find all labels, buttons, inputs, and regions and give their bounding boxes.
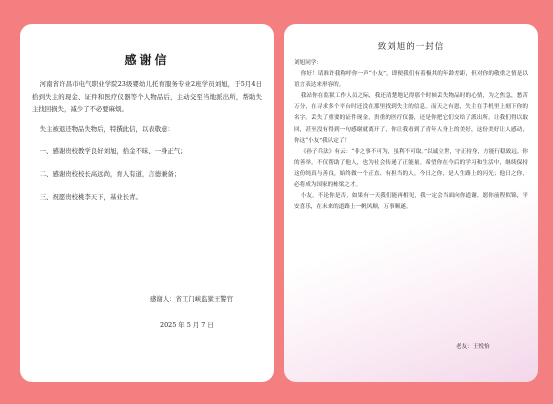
letter-list-item: 三、祝愿贵校桃李天下，基业长青。 bbox=[39, 192, 142, 201]
letter-signature: 老友：王悦怡 bbox=[456, 344, 490, 350]
letter-intro-paragraph: 河南省许昌市电气职业学院23级婴幼儿托育服务专业2班学员刘旭，于5月4日拾到失主的现金、证件和医疗仪器等个人物品后，主动交至当地派出所，帮助失主找回损失，减少了不必要麻烦。 bbox=[32, 80, 262, 114]
letter-paragraph: 我站你在监狱工作人员之际，我还清楚地记得那个时候丢失物品时的心情，为之焦急，愁苦万分，在寻求多个平台时还没在那里找到失主的信息。而天之有恩，失主在手机里上刻下你的名字。丢失了重要的证件现金，贵重的医疗仪器，还是你把它们交给了派出所，让我们得以取回，甚至没有得到一句感谢就离开了，你让我看到了青年人身上的美好，这份美好让人感动，你这“小友”我认定了！ bbox=[294, 93, 528, 144]
letter-paragraph: 《孙子兵法》有云：“非之事不可为，虽利不可取。”以诚立世，守正持身，方能行稳致远。你的善举，不仅帮助了他人，也为社会传递了正能量。希望你在今后的学习和生活中，继续保持这份纯真与善良，始终做一个正直、有担当的人。今日之你，是人生路上的闪光；他日之你，必将成为国家的栋梁之才。 bbox=[294, 148, 528, 189]
letter-paragraph: 失主被退还物品失物后，特撰此信，以表敬意： bbox=[39, 124, 174, 133]
letter-paragraph: 你好！请准许我称呼你一声“小友”，即便我们有着极其的年龄差距，但对你的敬重之情是以语言表达来形容的。 bbox=[294, 71, 528, 89]
left-letter-card bbox=[20, 24, 274, 382]
letter-title: 致刘旭的一封信 bbox=[377, 42, 445, 52]
letter-list-item: 一、感谢贵校教学良好刘旭，拾金不昧、一身正气； bbox=[39, 147, 187, 156]
letter-signature: 感谢人：省工门峡监狱王警官 bbox=[150, 295, 234, 303]
letter-paragraph: 小友，不论你是否，如果有一天我们能再相见，我一定会当面向你道谢。愿你前程似锦，平安喜乐，在未来的道路上一帆风顺，万事顺遂。 bbox=[294, 193, 528, 211]
right-letter-card bbox=[284, 24, 538, 382]
letter-salutation: 刘旭同学： bbox=[294, 60, 322, 66]
letter-list-item: 二、感谢贵校校长高远尚，育人有道，言德兼备； bbox=[39, 169, 181, 178]
letter-title: 感谢信 bbox=[124, 53, 170, 67]
letter-date: 2025 年 5 月 7 日 bbox=[160, 321, 214, 329]
